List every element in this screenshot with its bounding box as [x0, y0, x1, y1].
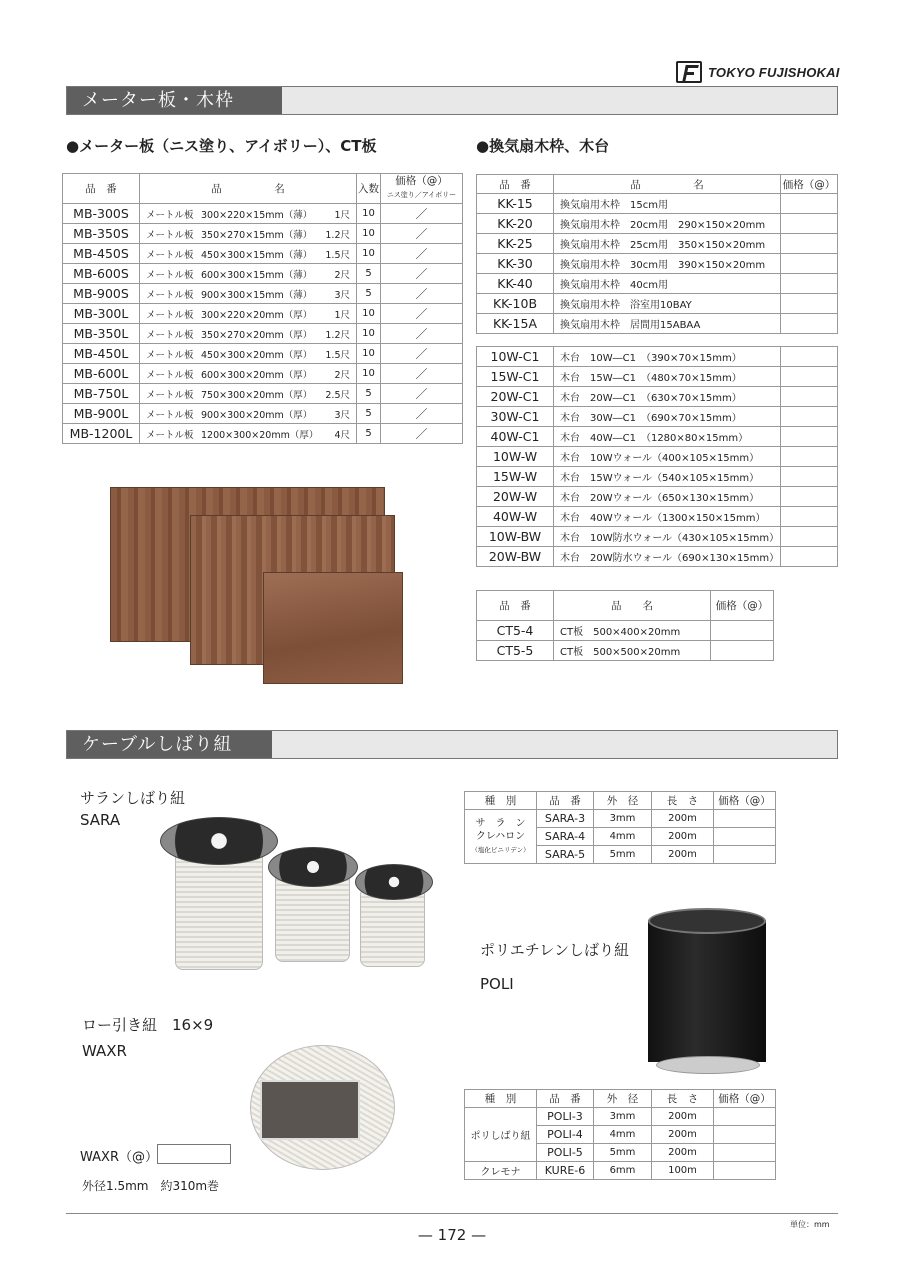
- ct-name-cell: CT板 500×500×20mm: [554, 641, 711, 661]
- fan-price-cell: [781, 294, 838, 314]
- table-row: [477, 234, 838, 254]
- poli-len-cell: 200m: [652, 1144, 714, 1162]
- poli-col-dia: 外 径: [594, 1090, 652, 1108]
- sara-price-cell: [714, 810, 776, 828]
- sara-dia-cell: 5mm: [594, 846, 652, 864]
- stand-price-cell: [781, 427, 838, 447]
- table-row: [477, 507, 838, 527]
- meter-qty-cell: 10: [357, 224, 381, 244]
- meter-type: メートル板: [146, 309, 194, 321]
- sara-len-cell: 200m: [652, 846, 714, 864]
- meter-type: メートル板: [146, 369, 194, 381]
- meter-name-cell: [140, 384, 357, 404]
- meter-board-photo: [108, 485, 408, 690]
- meter-size: 300×220×20mm（厚）: [201, 309, 313, 321]
- poli-spool-top: [648, 908, 766, 934]
- meter-unit: 1尺: [334, 209, 350, 221]
- meter-qty-cell: 10: [357, 244, 381, 264]
- meter-type: メートル板: [146, 289, 194, 301]
- meter-col-code: 品 番: [63, 174, 140, 204]
- meter-name-cell: [140, 264, 357, 284]
- meter-qty-cell: 10: [357, 304, 381, 324]
- stand-price-cell: [781, 447, 838, 467]
- fan-price-cell: [781, 234, 838, 254]
- waxr-spec: 外径1.5mm 約310m巻: [82, 1179, 220, 1193]
- stand-name-cell: 木台 30W―C1 （690×70×15mm）: [554, 407, 781, 427]
- fan-code-cell: KK-30: [477, 254, 554, 274]
- fan-price-cell: [781, 194, 838, 214]
- poli-col-code: 品 番: [537, 1090, 594, 1108]
- table-row: [477, 254, 838, 274]
- table-row: [63, 364, 463, 384]
- meter-col-price: [381, 174, 463, 204]
- poli-spool-body: [648, 920, 766, 1062]
- table-row: [477, 387, 838, 407]
- fan-code-cell: KK-15: [477, 194, 554, 214]
- poli-price-cell: [714, 1108, 776, 1126]
- sara-kind-3: （塩化ビニリデン）: [471, 845, 530, 854]
- table-row: [63, 264, 463, 284]
- meter-price-cell: ／: [381, 204, 463, 224]
- stand-code-cell: 10W-BW: [477, 527, 554, 547]
- section-title-meter: メーター板・木枠: [67, 87, 282, 114]
- ct-price-cell: [711, 621, 774, 641]
- meter-heading: ●メーター板（ニス塗り、アイボリー）、CT板: [66, 137, 377, 155]
- poli-col-len: 長 さ: [652, 1090, 714, 1108]
- meter-qty-cell: 5: [357, 264, 381, 284]
- table-row: [477, 214, 838, 234]
- spool-large-top: [160, 817, 278, 865]
- meter-price-cell: ／: [381, 404, 463, 424]
- meter-price-cell: ／: [381, 364, 463, 384]
- meter-size: 350×270×20mm（厚）: [201, 329, 313, 341]
- table-row: [477, 347, 838, 367]
- poli-price-cell: [714, 1144, 776, 1162]
- table-row: [477, 621, 774, 641]
- footer-rule: [66, 1213, 838, 1214]
- fan-name-cell: 換気扇用木枠 40cm用: [554, 274, 781, 294]
- table-row: [63, 324, 463, 344]
- meter-price-cell: ／: [381, 344, 463, 364]
- sara-dia-cell: 4mm: [594, 828, 652, 846]
- fan-code-cell: KK-20: [477, 214, 554, 234]
- fan-price-cell: [781, 254, 838, 274]
- fan-name-cell: 換気扇用木枠 15cm用: [554, 194, 781, 214]
- poli-title: ポリエチレンしばり紐: [480, 941, 630, 959]
- meter-unit: 4尺: [334, 429, 350, 441]
- meter-type: メートル板: [146, 329, 194, 341]
- stand-price-cell: [781, 507, 838, 527]
- meter-size: 1200×300×20mm（厚）: [201, 429, 319, 441]
- meter-size: 600×300×15mm（薄）: [201, 269, 313, 281]
- poli-dia-cell: 5mm: [594, 1144, 652, 1162]
- table-row: [477, 547, 838, 567]
- fan-name-cell: 換気扇用木枠 25cm用 350×150×20mm: [554, 234, 781, 254]
- table-row: [477, 294, 838, 314]
- poli-photo: [648, 908, 768, 1076]
- poli-code-cell: POLI-3: [537, 1108, 594, 1126]
- poli-len-cell: 200m: [652, 1126, 714, 1144]
- table-row: [477, 367, 838, 387]
- meter-price-cell: ／: [381, 384, 463, 404]
- meter-code-cell: MB-450L: [63, 344, 140, 364]
- table-row: [477, 487, 838, 507]
- stand-price-cell: [781, 387, 838, 407]
- spool-medium-top: [268, 847, 358, 887]
- sara-kind-2: クレハロン: [475, 830, 526, 842]
- meter-unit: 1.2尺: [325, 329, 350, 341]
- table-row: [477, 427, 838, 447]
- poli-code-cell: KURE-6: [537, 1162, 594, 1180]
- poli-kind-cell: ポリしばり紐: [465, 1108, 537, 1162]
- poli-title-block: [480, 933, 629, 1001]
- table-row: [63, 244, 463, 264]
- meter-qty-cell: 10: [357, 204, 381, 224]
- table-row: [63, 224, 463, 244]
- stand-price-cell: [781, 527, 838, 547]
- table-row: [63, 404, 463, 424]
- stand-name-cell: 木台 15Wウォール（540×105×15mm）: [554, 467, 781, 487]
- waxr-price-label: WAXR（@）: [80, 1150, 158, 1165]
- table-row: [477, 447, 838, 467]
- ct-table: [476, 590, 774, 661]
- sara-code-cell: SARA-5: [537, 846, 594, 864]
- sara-code-cell: SARA-3: [537, 810, 594, 828]
- ct-col-name: 品 名: [554, 591, 711, 621]
- meter-price-cell: ／: [381, 324, 463, 344]
- meter-size: 900×300×20mm（厚）: [201, 409, 313, 421]
- fan-name-cell: 換気扇用木枠 浴室用10BAY: [554, 294, 781, 314]
- meter-code-cell: MB-750L: [63, 384, 140, 404]
- meter-price-cell: ／: [381, 284, 463, 304]
- meter-qty-cell: 10: [357, 364, 381, 384]
- stand-code-cell: 20W-BW: [477, 547, 554, 567]
- stand-code-cell: 30W-C1: [477, 407, 554, 427]
- meter-code-cell: MB-900S: [63, 284, 140, 304]
- stand-name-cell: 木台 20Wウォール（650×130×15mm）: [554, 487, 781, 507]
- meter-code-cell: MB-1200L: [63, 424, 140, 444]
- fan-col-name: 品 名: [554, 175, 781, 194]
- stand-table: [476, 346, 838, 567]
- stand-price-cell: [781, 367, 838, 387]
- fan-code-cell: KK-40: [477, 274, 554, 294]
- stand-name-cell: 木台 20W防水ウォール（690×130×15mm）: [554, 547, 781, 567]
- fan-col-price: 価格（@）: [781, 175, 838, 194]
- fan-price-cell: [781, 314, 838, 334]
- fan-code-cell: KK-15A: [477, 314, 554, 334]
- poli-col-kind: 種 別: [465, 1090, 537, 1108]
- stand-code-cell: 20W-W: [477, 487, 554, 507]
- sara-dia-cell: 3mm: [594, 810, 652, 828]
- meter-code-cell: MB-600S: [63, 264, 140, 284]
- ct-col-code: 品 番: [477, 591, 554, 621]
- meter-unit: 2尺: [334, 269, 350, 281]
- table-row: [477, 641, 774, 661]
- section-title-cable: ケーブルしばり紐: [67, 731, 272, 758]
- stand-name-cell: 木台 10W防水ウォール（430×105×15mm）: [554, 527, 781, 547]
- meter-size: 450×300×15mm（薄）: [201, 249, 313, 261]
- fan-name-cell: 換気扇用木枠 居間用15ABAA: [554, 314, 781, 334]
- stand-code-cell: 10W-C1: [477, 347, 554, 367]
- poli-dia-cell: 6mm: [594, 1162, 652, 1180]
- section-bar-meter: [66, 86, 838, 115]
- sara-code-cell: SARA-4: [537, 828, 594, 846]
- company-logo: [676, 61, 840, 83]
- meter-name-cell: [140, 204, 357, 224]
- sara-len-cell: 200m: [652, 828, 714, 846]
- sara-table: [464, 791, 776, 864]
- poli-code-cell: POLI-4: [537, 1126, 594, 1144]
- meter-size: 900×300×15mm（薄）: [201, 289, 313, 301]
- meter-code-cell: MB-350L: [63, 324, 140, 344]
- stand-price-cell: [781, 547, 838, 567]
- poli-price-cell: [714, 1162, 776, 1180]
- meter-price-cell: ／: [381, 304, 463, 324]
- sara-title: サランしばり紐: [80, 789, 186, 807]
- ct-name-cell: CT板 500×400×20mm: [554, 621, 711, 641]
- meter-unit: 1.5尺: [325, 349, 350, 361]
- fan-price-cell: [781, 214, 838, 234]
- logo-mark-icon: [676, 61, 702, 83]
- waxr-code: WAXR: [82, 1042, 127, 1060]
- poli-len-cell: 200m: [652, 1108, 714, 1126]
- poli-col-price: 価格（@）: [714, 1090, 776, 1108]
- meter-table: [62, 173, 463, 444]
- table-row: [63, 284, 463, 304]
- meter-name-cell: [140, 324, 357, 344]
- poli-dia-cell: 3mm: [594, 1108, 652, 1126]
- waxr-title: ロー引き紐 16×9: [82, 1016, 214, 1034]
- meter-type: メートル板: [146, 429, 194, 441]
- meter-type: メートル板: [146, 349, 194, 361]
- meter-code-cell: MB-350S: [63, 224, 140, 244]
- spool-small-top: [355, 864, 433, 900]
- fan-code-cell: KK-10B: [477, 294, 554, 314]
- sara-len-cell: 200m: [652, 810, 714, 828]
- stand-name-cell: 木台 15W―C1 （480×70×15mm）: [554, 367, 781, 387]
- meter-size: 600×300×20mm（厚）: [201, 369, 313, 381]
- meter-type: メートル板: [146, 409, 194, 421]
- stand-name-cell: 木台 40Wウォール（1300×150×15mm）: [554, 507, 781, 527]
- meter-unit: 3尺: [334, 409, 350, 421]
- stand-code-cell: 20W-C1: [477, 387, 554, 407]
- meter-name-cell: [140, 364, 357, 384]
- meter-unit: 2尺: [334, 369, 350, 381]
- sara-photo: [160, 812, 440, 972]
- table-row: [477, 467, 838, 487]
- sara-col-code: 品 番: [537, 792, 594, 810]
- stand-code-cell: 15W-W: [477, 467, 554, 487]
- fan-code-cell: KK-25: [477, 234, 554, 254]
- table-row: [63, 344, 463, 364]
- sara-col-len: 長 さ: [652, 792, 714, 810]
- meter-type: メートル板: [146, 249, 194, 261]
- stand-price-cell: [781, 407, 838, 427]
- unit-note: 単位：mm: [790, 1220, 830, 1229]
- meter-name-cell: [140, 344, 357, 364]
- table-row: [477, 407, 838, 427]
- meter-price-cell: ／: [381, 424, 463, 444]
- meter-unit: 1.2尺: [325, 229, 350, 241]
- meter-type: メートル板: [146, 209, 194, 221]
- sara-kind-cell: [465, 810, 537, 864]
- sara-col-price: 価格（@）: [714, 792, 776, 810]
- meter-price-note: ニス塗り／アイボリー: [386, 191, 457, 199]
- meter-code-cell: MB-600L: [63, 364, 140, 384]
- meter-price-cell: ／: [381, 244, 463, 264]
- table-row: [63, 204, 463, 224]
- meter-type: メートル板: [146, 269, 194, 281]
- stand-name-cell: 木台 10Wウォール（400×105×15mm）: [554, 447, 781, 467]
- meter-col-name: 品 名: [140, 174, 357, 204]
- sara-code: SARA: [80, 811, 121, 829]
- table-row: [63, 424, 463, 444]
- poli-len-cell: 100m: [652, 1162, 714, 1180]
- meter-unit: 1.5尺: [325, 249, 350, 261]
- stand-code-cell: 15W-C1: [477, 367, 554, 387]
- meter-name-cell: [140, 224, 357, 244]
- meter-qty-cell: 10: [357, 344, 381, 364]
- meter-code-cell: MB-900L: [63, 404, 140, 424]
- poli-spool-base: [656, 1056, 760, 1074]
- poli-dia-cell: 4mm: [594, 1126, 652, 1144]
- meter-col-qty: 入数: [357, 174, 381, 204]
- meter-price-label: 価格（@）: [395, 175, 448, 187]
- meter-name-cell: [140, 244, 357, 264]
- meter-name-cell: [140, 304, 357, 324]
- board-small: [263, 572, 403, 684]
- ct-code-cell: CT5-5: [477, 641, 554, 661]
- meter-size: 350×270×15mm（薄）: [201, 229, 313, 241]
- meter-qty-cell: 5: [357, 404, 381, 424]
- table-row: [63, 304, 463, 324]
- meter-qty-cell: 5: [357, 284, 381, 304]
- stand-price-cell: [781, 347, 838, 367]
- meter-code-cell: MB-450S: [63, 244, 140, 264]
- sara-price-cell: [714, 828, 776, 846]
- meter-unit: 3尺: [334, 289, 350, 301]
- fan-price-cell: [781, 274, 838, 294]
- sara-col-dia: 外 径: [594, 792, 652, 810]
- page-number: — 172 —: [417, 1226, 487, 1244]
- stand-code-cell: 40W-W: [477, 507, 554, 527]
- poli-price-cell: [714, 1126, 776, 1144]
- meter-type: メートル板: [146, 389, 194, 401]
- waxr-price-box: [157, 1144, 231, 1164]
- sara-col-kind: 種 別: [465, 792, 537, 810]
- company-name: TOKYO FUJISHOKAI: [708, 64, 840, 80]
- table-row: [477, 314, 838, 334]
- meter-size: 450×300×20mm（厚）: [201, 349, 313, 361]
- meter-size: 750×300×20mm（厚）: [201, 389, 313, 401]
- stand-price-cell: [781, 487, 838, 507]
- table-row: [477, 527, 838, 547]
- fan-table: [476, 174, 838, 334]
- meter-type: メートル板: [146, 229, 194, 241]
- meter-qty-cell: 5: [357, 424, 381, 444]
- ct-col-price: 価格（@）: [711, 591, 774, 621]
- meter-code-cell: MB-300S: [63, 204, 140, 224]
- table-row: [477, 194, 838, 214]
- sara-kind-1: サ ラ ン: [475, 817, 526, 829]
- section-bar-cable: [66, 730, 838, 759]
- stand-code-cell: 10W-W: [477, 447, 554, 467]
- meter-price-cell: ／: [381, 264, 463, 284]
- meter-unit: 2.5尺: [325, 389, 350, 401]
- ct-price-cell: [711, 641, 774, 661]
- meter-qty-cell: 5: [357, 384, 381, 404]
- sara-price-cell: [714, 846, 776, 864]
- meter-code-cell: MB-300L: [63, 304, 140, 324]
- poli-code-cell: POLI-5: [537, 1144, 594, 1162]
- stand-name-cell: 木台 20W―C1 （630×70×15mm）: [554, 387, 781, 407]
- meter-name-cell: [140, 424, 357, 444]
- stand-name-cell: 木台 40W―C1 （1280×80×15mm）: [554, 427, 781, 447]
- waxr-label: [260, 1080, 360, 1140]
- fan-name-cell: 換気扇用木枠 30cm用 390×150×20mm: [554, 254, 781, 274]
- stand-price-cell: [781, 467, 838, 487]
- meter-name-cell: [140, 284, 357, 304]
- waxr-title-block: [82, 1012, 213, 1064]
- meter-name-cell: [140, 404, 357, 424]
- fan-col-code: 品 番: [477, 175, 554, 194]
- fan-name-cell: 換気扇用木枠 20cm用 290×150×20mm: [554, 214, 781, 234]
- poli-table: [464, 1089, 776, 1180]
- ct-code-cell: CT5-4: [477, 621, 554, 641]
- fan-heading: ●換気扇木枠、木台: [476, 137, 610, 155]
- meter-size: 300×220×15mm（薄）: [201, 209, 313, 221]
- kure-kind-cell: クレモナ: [465, 1162, 537, 1180]
- table-row: [63, 384, 463, 404]
- stand-code-cell: 40W-C1: [477, 427, 554, 447]
- meter-unit: 1尺: [334, 309, 350, 321]
- stand-name-cell: 木台 10W―C1 （390×70×15mm）: [554, 347, 781, 367]
- poli-code: POLI: [480, 975, 514, 993]
- meter-qty-cell: 10: [357, 324, 381, 344]
- waxr-photo: [245, 1045, 400, 1170]
- table-row: [477, 274, 838, 294]
- meter-price-cell: ／: [381, 224, 463, 244]
